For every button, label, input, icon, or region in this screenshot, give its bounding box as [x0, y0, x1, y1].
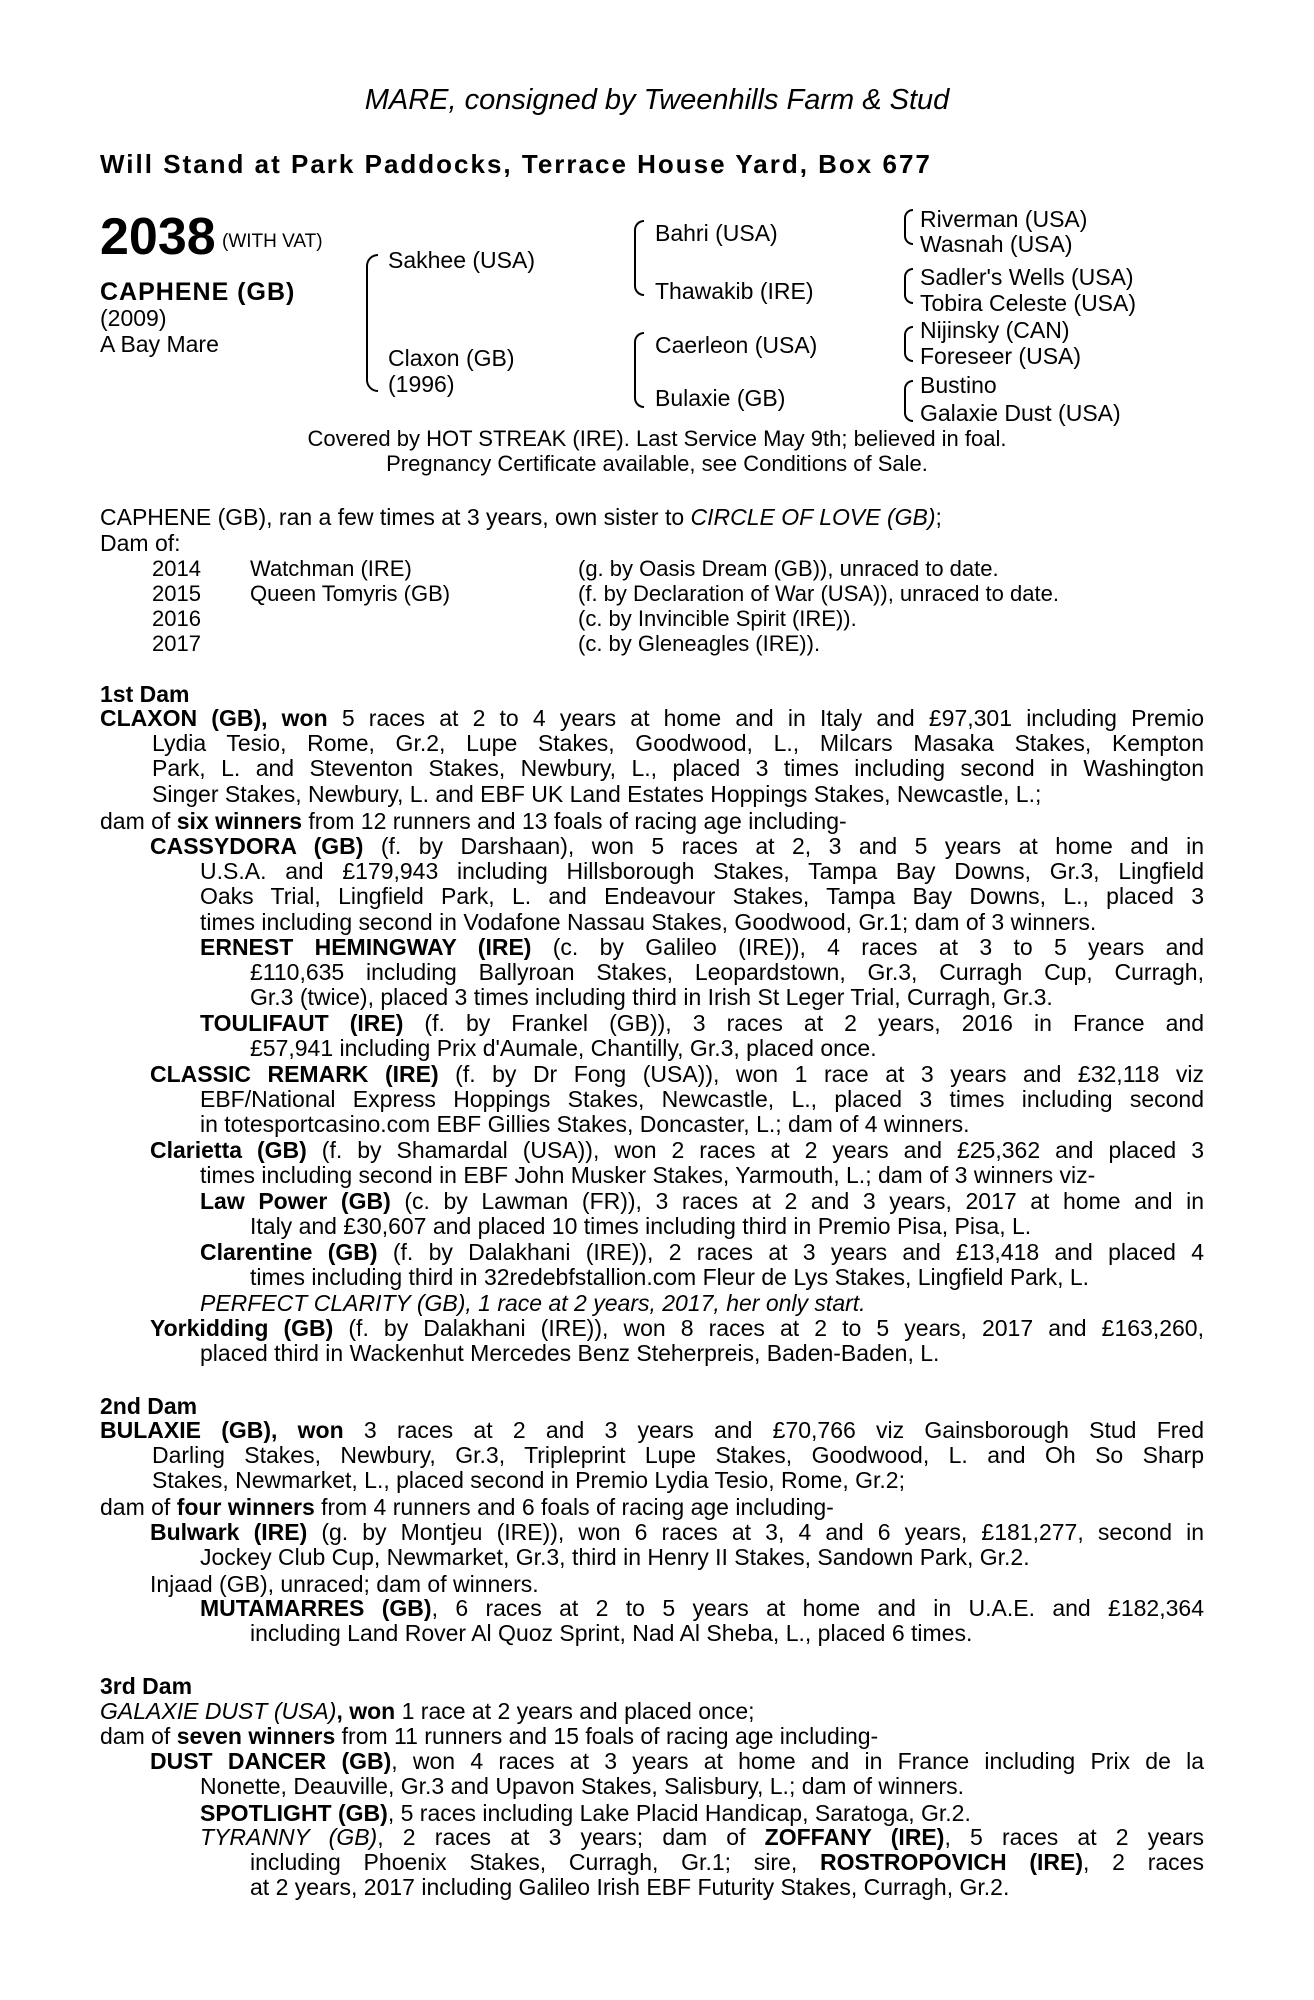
dam-of-text: from 12 runners and 13 foals of racing age including- — [302, 808, 847, 834]
cassydora-text: (f. by Darshaan), won 5 races at 2, 3 and 5 years at home and in — [363, 833, 1204, 859]
clarentine-text: (f. by Dalakhani (IRE)), 2 races at 3 years and £13,418 and placed 4 — [377, 1239, 1204, 1265]
dust-text: Nonette, Deauville, Gr.3 and Upavon Stakes, Salisbury, L.; dam of winners. — [200, 1773, 965, 1799]
produce-name: Watchman (IRE) — [250, 556, 412, 581]
bulaxie-name: BULAXIE (GB), won — [100, 1417, 344, 1443]
ernest-name: ERNEST HEMINGWAY (IRE) — [200, 934, 532, 960]
toulifaut-text: (f. by Frankel (GB)), 3 races at 2 years, 2016 in France and — [403, 1010, 1204, 1036]
consignor-line: MARE, consigned by Tweenhills Farm & Stud — [364, 84, 950, 116]
perfect-name: PERFECT CLARITY (GB) — [200, 1290, 466, 1316]
horse-year: (2009) — [100, 305, 167, 331]
claxon-name: CLAXON (GB), won — [100, 705, 328, 731]
stand-location: Will Stand at Park Paddocks, Terrace House Yard, Box 677 — [100, 149, 932, 179]
first-dam-heading: 1st Dam — [100, 681, 190, 707]
intro-line — [100, 504, 942, 531]
rostropovich-name: ROSTROPOVICH (IRE) — [820, 1849, 1084, 1875]
pedigree-g1: Riverman (USA) — [920, 206, 1088, 232]
bulwark-name: Bulwark (IRE) — [150, 1519, 308, 1545]
yorkidding-text: (f. by Dalakhani (IRE)), won 8 races at 2 to 5 years, 2017 and £163,260, — [333, 1315, 1204, 1341]
clarentine-text: times including third in 32redebfstallion.com Fleur de Lys Stakes, Lingfield Park, L. — [250, 1264, 1090, 1290]
yorkidding-continued — [200, 1341, 1204, 1366]
pedigree-brace — [634, 220, 644, 296]
tyranny-text: including Phoenix Stakes, Curragh, Gr.1; sire, — [250, 1849, 821, 1875]
cassydora-text: times including second in Vodafone Nassau Stakes, Goodwood, Gr.1; dam of 3 winners. — [200, 908, 1097, 935]
intro-punct: ; — [935, 504, 942, 530]
intro-text: CAPHENE (GB), ran a few times at 3 years, own sister to — [100, 504, 691, 530]
dam-of-label: Dam of: — [100, 530, 181, 556]
bulwark-continued — [200, 1545, 1204, 1570]
dust-text: , won 4 races at 3 years at home and in France including Prix de la — [391, 1748, 1204, 1774]
classic-text: (f. by Dr Fong (USA)), won 1 race at 3 years and £32,118 viz — [438, 1061, 1204, 1087]
dam-of-text: from 11 runners and 15 foals of racing age including- — [335, 1723, 879, 1749]
horse-description: A Bay Mare — [100, 331, 219, 357]
dust-name: DUST DANCER (GB) — [150, 1748, 392, 1774]
pedigree-dam-dam: Bulaxie (GB) — [655, 385, 786, 411]
produce-name: Queen Tomyris (GB) — [250, 581, 451, 606]
winners-count: seven winners — [176, 1723, 336, 1749]
lawpower-text: Italy and £30,607 and placed 10 times including third in Premio Pisa, Pisa, L. — [250, 1213, 1032, 1239]
tyranny-text: at 2 years, 2017 including Galileo Irish EBF Futurity Stakes, Curragh, Gr.2. — [250, 1874, 1010, 1901]
clarietta-text: (f. by Shamardal (USA)), won 2 races at 2 years and £25,362 and placed 3 — [306, 1137, 1204, 1163]
pedigree-g3: Sadler's Wells (USA) — [920, 264, 1134, 290]
injaad-entry: Injaad (GB), unraced; dam of winners. — [150, 1571, 539, 1597]
toulifaut-continued — [250, 1036, 1204, 1061]
vat-note: (WITH VAT) — [222, 231, 323, 252]
spotlight-text: , 5 races including Lake Placid Handicap, Saratoga, Gr.2. — [387, 1800, 971, 1826]
dust-entry — [150, 1749, 1204, 1774]
claxon-continued — [152, 731, 1204, 807]
dam-of-text: dam of — [100, 1494, 177, 1520]
second-dam-dam-of — [100, 1494, 834, 1521]
lawpower-entry — [200, 1189, 1204, 1214]
ernest-text: Gr.3 (twice), placed 3 times including third in Irish St Leger Trial, Curragh, Gr.3. — [250, 984, 1053, 1011]
tyranny-text: , 2 races — [1083, 1849, 1204, 1875]
cassydora-name: CASSYDORA (GB) — [150, 833, 364, 859]
dam-of-text: dam of — [100, 808, 177, 834]
pedigree-sire-dam: Thawakib (IRE) — [655, 278, 814, 304]
zoffany-name: ZOFFANY (IRE) — [764, 1824, 945, 1850]
spotlight-entry — [200, 1800, 971, 1827]
perfect-entry — [200, 1290, 866, 1317]
pedigree-g4: Tobira Celeste (USA) — [920, 290, 1137, 316]
pedigree-brace — [634, 332, 644, 408]
bulaxie-continued — [152, 1443, 1204, 1494]
pedigree-g5: Nijinsky (CAN) — [920, 317, 1070, 343]
clarentine-name: Clarentine (GB) — [200, 1239, 378, 1265]
clarietta-text: times including second in EBF John Musker Stakes, Yarmouth, L.; dam of 3 winners viz- — [200, 1162, 1096, 1188]
pedigree-brace — [366, 254, 378, 392]
claxon-text: Lydia Tesio, Rome, Gr.2, Lupe Stakes, Goodwood, L., Milcars Masaka Stakes, Kempton — [152, 730, 1204, 756]
galaxie-name: GALAXIE DUST (USA) — [100, 1698, 337, 1724]
cassydora-entry — [150, 834, 1204, 859]
ernest-continued — [250, 960, 1204, 1011]
cassydora-text: U.S.A. and £179,943 including Hillsborough Stakes, Tampa Bay Downs, Gr.3, Lingfield — [200, 858, 1204, 884]
cassydora-text: Oaks Trial, Lingfield Park, L. and Endeavour Stakes, Tampa Bay Downs, L., placed 3 — [200, 883, 1204, 910]
galaxie-won: , won — [336, 1698, 396, 1724]
bulaxie-entry — [100, 1418, 1204, 1443]
pedigree-sire-sire: Bahri (USA) — [655, 220, 778, 246]
produce-detail: (f. by Declaration of War (USA)), unraced to date. — [578, 581, 1059, 606]
produce-detail: (c. by Invincible Spirit (IRE)). — [578, 606, 857, 631]
tyranny-entry — [200, 1825, 1204, 1850]
tyranny-continued — [250, 1850, 1204, 1901]
classic-text: in totesportcasino.com EBF Gillies Stakes, Doncaster, L.; dam of 4 winners. — [200, 1111, 970, 1138]
toulifaut-text: £57,941 including Prix d'Aumale, Chantilly, Gr.3, placed once. — [250, 1035, 877, 1061]
intro-sister: CIRCLE OF LOVE (GB) — [690, 504, 936, 530]
lot-number: 2038 — [100, 208, 216, 266]
pedigree-g2: Wasnah (USA) — [920, 231, 1073, 257]
produce-detail: (g. by Oasis Dream (GB)), unraced to date. — [578, 556, 999, 581]
dust-continued — [200, 1774, 1204, 1799]
pedigree-dam-sire: Caerleon (USA) — [655, 332, 818, 358]
claxon-text: Park, L. and Steventon Stakes, Newbury, L., placed 3 times including second in Washington — [152, 755, 1204, 782]
pedigree-g6: Foreseer (USA) — [920, 343, 1082, 369]
pedigree-dam-year: (1996) — [388, 371, 455, 397]
clarentine-entry — [200, 1240, 1204, 1265]
pedigree-dam: Claxon (GB) — [388, 345, 515, 371]
galaxie-entry — [100, 1698, 755, 1725]
clarentine-continued — [250, 1265, 1204, 1290]
bulaxie-text: Stakes, Newmarket, L., placed second in Premio Lydia Tesio, Rome, Gr.2; — [152, 1467, 905, 1494]
classic-text: EBF/National Express Hoppings Stakes, Newcastle, L., placed 3 times including second — [200, 1086, 1204, 1112]
produce-year: 2015 — [152, 581, 201, 606]
pedigree-sire: Sakhee (USA) — [388, 247, 536, 273]
classic-name: CLASSIC REMARK (IRE) — [150, 1061, 439, 1087]
bulaxie-text: Darling Stakes, Newbury, Gr.3, Tripleprint Lupe Stakes, Goodwood, L. and Oh So Sharp — [152, 1442, 1204, 1468]
produce-year: 2017 — [152, 631, 201, 656]
pedigree-g8: Galaxie Dust (USA) — [920, 400, 1121, 426]
clarietta-entry — [150, 1138, 1204, 1163]
bulaxie-text: 3 races at 2 and 3 years and £70,766 viz Gainsborough Stud Fred — [343, 1417, 1204, 1443]
ernest-text: (c. by Galileo (IRE)), 4 races at 3 to 5 years and — [531, 934, 1204, 960]
claxon-entry — [100, 706, 1204, 731]
claxon-text: Singer Stakes, Newbury, L. and EBF UK Land Estates Hoppings Stakes, Newcastle, L.; — [152, 780, 1042, 807]
ernest-text: £110,635 including Ballyroan Stakes, Leopardstown, Gr.3, Curragh Cup, Curragh, — [250, 959, 1204, 985]
mutamarres-entry — [200, 1596, 1204, 1621]
produce-year: 2014 — [152, 556, 201, 581]
cover-note: Pregnancy Certificate available, see Conditions of Sale. — [386, 451, 928, 476]
dam-of-text: from 4 runners and 6 foals of racing age including- — [314, 1494, 834, 1520]
third-dam-dam-of — [100, 1723, 878, 1750]
classic-entry — [150, 1062, 1204, 1087]
toulifaut-name: TOULIFAUT (IRE) — [200, 1010, 404, 1036]
second-dam-heading: 2nd Dam — [100, 1393, 198, 1419]
mutamarres-continued — [250, 1621, 1204, 1646]
clarietta-name: Clarietta (GB) — [150, 1137, 307, 1163]
cover-line: Covered by HOT STREAK (IRE). Last Service May 9th; believed in foal. — [307, 426, 1007, 451]
ernest-entry — [200, 935, 1204, 960]
lawpower-continued — [250, 1214, 1204, 1239]
lawpower-name: Law Power (GB) — [200, 1188, 391, 1214]
bulwark-text: (g. by Montjeu (IRE)), won 6 races at 3, 4 and 6 years, £181,277, second in — [307, 1519, 1204, 1545]
classic-continued — [200, 1087, 1204, 1138]
bulwark-entry — [150, 1520, 1204, 1545]
dam-of-text: dam of — [100, 1723, 177, 1749]
mutamarres-text: including Land Rover Al Quoz Sprint, Nad Al Sheba, L., placed 6 times. — [250, 1620, 973, 1646]
perfect-text: , 1 race at 2 years, 2017, her only start. — [465, 1290, 866, 1316]
horse-name: CAPHENE (GB) — [100, 278, 296, 306]
tyranny-name: TYRANNY (GB) — [200, 1824, 378, 1850]
tyranny-text: , 5 races at 2 years — [944, 1824, 1205, 1850]
pedigree-g7: Bustino — [920, 372, 997, 398]
clarietta-continued — [200, 1163, 1204, 1188]
pedigree-brace — [904, 268, 913, 304]
bulwark-text: Jockey Club Cup, Newmarket, Gr.3, third in Henry II Stakes, Sandown Park, Gr.2. — [200, 1544, 1030, 1570]
claxon-text: 5 races at 2 to 4 years at home and in Italy and £97,301 including Premio — [341, 705, 1205, 731]
yorkidding-text: placed third in Wackenhut Mercedes Benz Steherpreis, Baden-Baden, L. — [200, 1340, 940, 1366]
galaxie-text: 1 race at 2 years and placed once; — [395, 1698, 755, 1724]
pedigree-brace — [904, 326, 913, 362]
tyranny-text: , 2 races at 3 years; dam of — [377, 1824, 765, 1850]
winners-count: four winners — [176, 1494, 315, 1520]
lawpower-text: (c. by Lawman (FR)), 3 races at 2 and 3 years, 2017 at home and in — [390, 1188, 1204, 1214]
yorkidding-entry — [150, 1316, 1204, 1341]
third-dam-heading: 3rd Dam — [100, 1673, 193, 1699]
pedigree-brace — [904, 209, 913, 245]
mutamarres-name: MUTAMARRES (GB) — [200, 1595, 432, 1621]
produce-year: 2016 — [152, 606, 201, 631]
first-dam-dam-of — [100, 808, 847, 835]
winners-count: six winners — [176, 808, 302, 834]
cassydora-continued — [200, 859, 1204, 935]
pedigree-brace — [904, 380, 913, 422]
yorkidding-name: Yorkidding (GB) — [150, 1315, 334, 1341]
mutamarres-text: , 6 races at 2 to 5 years at home and in U.A.E. and £182,364 — [431, 1595, 1204, 1621]
toulifaut-entry — [200, 1011, 1204, 1036]
spotlight-name: SPOTLIGHT (GB) — [200, 1800, 388, 1826]
produce-detail: (c. by Gleneagles (IRE)). — [578, 631, 821, 656]
